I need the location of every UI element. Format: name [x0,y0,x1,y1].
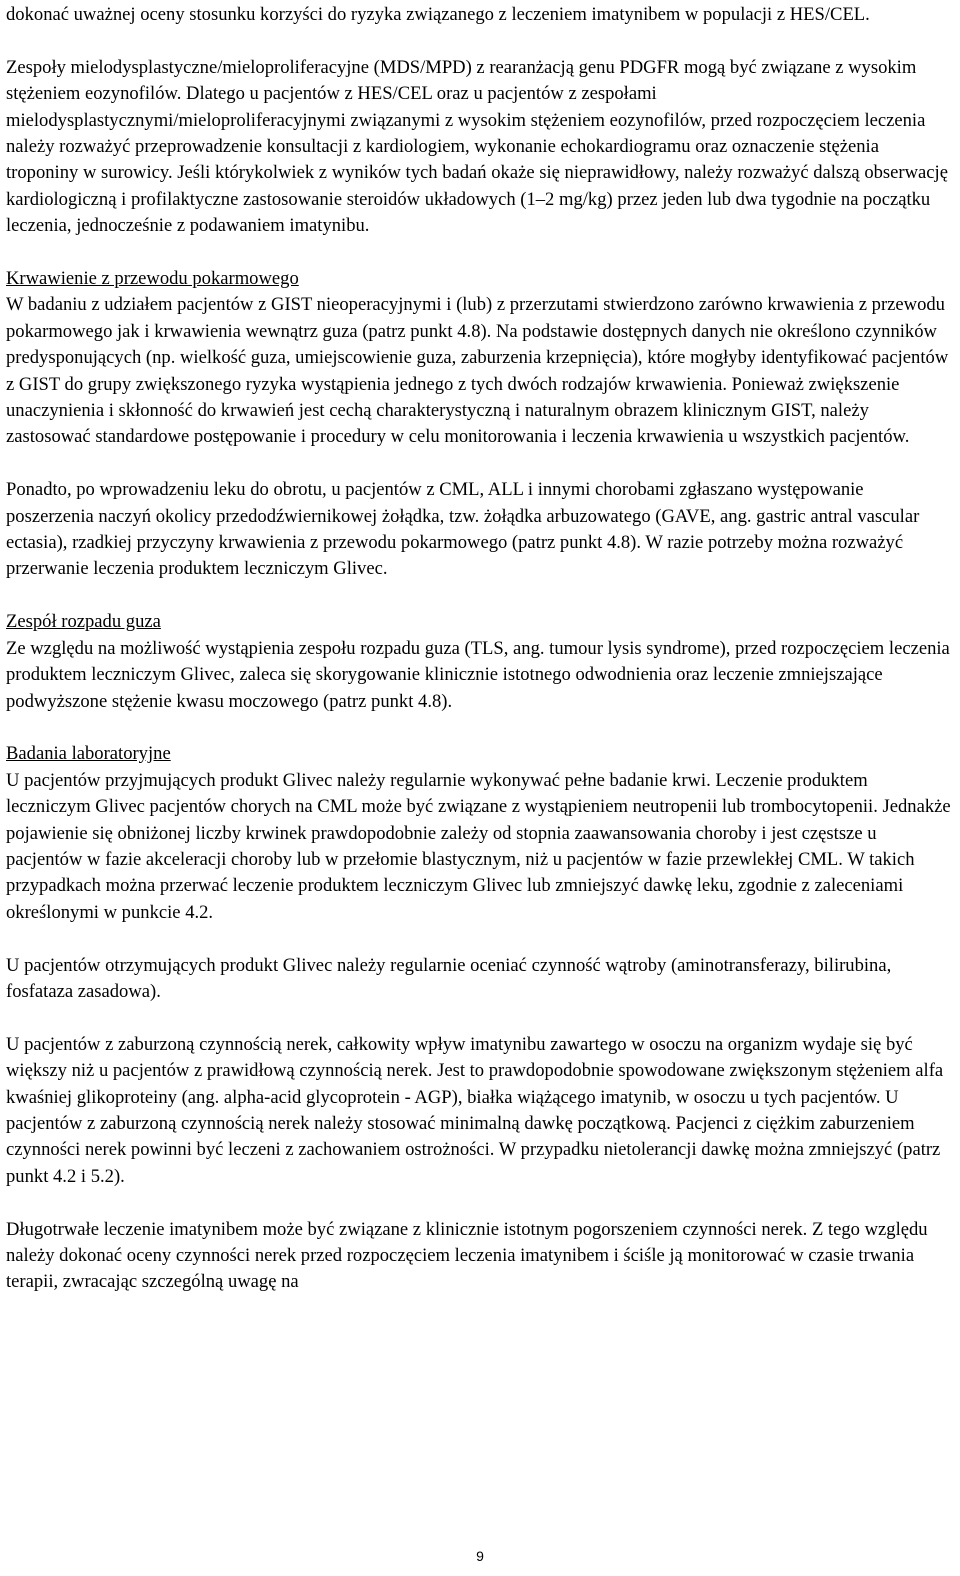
section-gi-bleeding [6,266,952,451]
paragraph-mds-mpd: Zespoły mielodysplastyczne/mieloproliferacyjne (MDS/MPD) z rearanżacją genu PDGFR mogą być związane z wysokim stężeniem eozynofilów. Dlatego u pacjentów z HES/CEL oraz u pacjentów z zespołami mielodysplastycznymi/mieloproliferacyjnymi związanymi z wysokim stężeniem eozynofilów, przed rozpoczęciem leczenia należy rozważyć przeprowadzenie konsultacji z kardiologiem, wykonanie echokardiogramu oraz oznaczenie stężenia troponiny w surowicy. Jeśli którykolwiek z wyników tych badań okaże się nieprawidłowy, należy rozważyć dalszą obserwację kardiologiczną i profilaktyczne zastosowanie steroidów układowych (1–2 mg/kg) przez jeden lub dwa tygodnie na początku leczenia, jednocześnie z podawaniem imatynibu. [6,56,948,237]
document-page [6,2,952,1296]
paragraph-liver: U pacjentów otrzymujących produkt Glivec należy regularnie oceniać czynność wątroby (aminotransferazy, bilirubina, fosfataza zasadowa). [6,954,892,1002]
page-number: 9 [476,1548,484,1564]
section-lab-tests [6,741,952,926]
paragraph-renal: U pacjentów z zaburzoną czynnością nerek, całkowity wpływ imatynibu zawartego w osoczu na organizm wydaje się być większy niż u pacjentów z prawidłową czynnością nerek. Jest to prawdopodobnie spowodowane zwiększonym stężeniem alfa kwaśniej glikoproteiny (ang. alpha-acid glycoprotein - AGP), białka wiążącego imatynib, w osoczu u tych pacjentów. U pacjentów z zaburzoną czynnością nerek należy stosować minimalną dawkę początkową. Pacjenci z ciężkim zaburzeniem czynności nerek powinni być leczeni z zachowaniem ostrożności. W przypadku nietolerancji dawkę można zmniejszyć (patrz punkt 4.2 i 5.2). [6,1033,944,1187]
paragraph-tls: Ze względu na możliwość wystąpienia zespołu rozpadu guza (TLS, ang. tumour lysis syndrome), przed rozpoczęciem leczenia produktem leczniczym Glivec, zaleca się skorygowanie klinicznie istotnego odwodnienia oraz leczenie zmniejszające podwyższone stężenie kwasu moczowego (patrz punkt 4.8). [6,637,950,712]
paragraph-gi-bleeding: W badaniu z udziałem pacjentów z GIST nieoperacyjnymi i (lub) z przerzutami stwierdzono zarówno krwawienia z przewodu pokarmowego jak i krwawienia wewnątrz guza (patrz punkt 4.8). Na podstawie dostępnych danych nie określono czynników predysponujących (np. wielkość guza, umiejscowienie guza, zaburzenia krzepnięcia), które mogłyby identyfikować pacjentów z GIST do grupy zwiększonego ryzyka wystąpienia jednego z tych dwóch rodzajów krwawienia. Ponieważ zwiększenie unaczynienia i skłonność do krwawień jest cechą charakterystyczną i naturalnym obrazem klinicznym GIST, należy zastosować standardowe postępowanie i procedury w celu monitorowania i leczenia krwawienia u wszystkich pacjentów. [6,294,949,448]
heading-gi-bleeding: Krwawienie z przewodu pokarmowego [6,268,299,290]
paragraph-hes-cel-intro: dokonać uważnej oceny stosunku korzyści do ryzyka związanego z leczeniem imatynibem w populacji z HES/CEL. [6,4,870,25]
paragraph-long-term: Długotrwałe leczenie imatynibem może być związane z klinicznie istotnym pogorszeniem czynności nerek. Z tego względu należy dokonać oceny czynności nerek przed rozpoczęciem leczenia imatynibem i ściśle ją monitorować w czasie trwania terapii, zwracając szczególną uwagę na [6,1218,928,1293]
heading-tls: Zespół rozpadu guza [6,611,161,633]
heading-lab-tests: Badania laboratoryjne [6,743,171,765]
section-tls [6,609,952,715]
paragraph-gave: Ponadto, po wprowadzeniu leku do obrotu, u pacjentów z CML, ALL i innymi chorobami zgłaszano występowanie poszerzenia naczyń okolicy przedodźwiernikowej żołądka, tzw. żołądka arbuzowatego (GAVE, ang. gastric antral vascular ectasia), rzadkiej przyczyny krwawienia z przewodu pokarmowego (patrz punkt 4.8). W razie potrzeby można rozważyć przerwanie leczenia produktem leczniczym Glivec. [6,479,920,580]
paragraph-lab-tests: U pacjentów przyjmujących produkt Glivec należy regularnie wykonywać pełne badanie krwi. Leczenie produktem leczniczym Glivec pacjentów chorych na CML może być związane z wystąpieniem neutropenii lub trombocytopenii. Jednakże pojawienie się obniżonej liczby krwinek prawdopodobnie zależy od stopnia zaawansowania choroby i jest częstsze u pacjentów w fazie akceleracji choroby lub w przełomie blastycznym, niż u pacjentów w fazie przewlekłej CML. W takich przypadkach można przerwać leczenie produktem leczniczym Glivec lub zmniejszyć dawkę leku, zgodnie z zaleceniami określonymi w punkcie 4.2. [6,769,951,923]
